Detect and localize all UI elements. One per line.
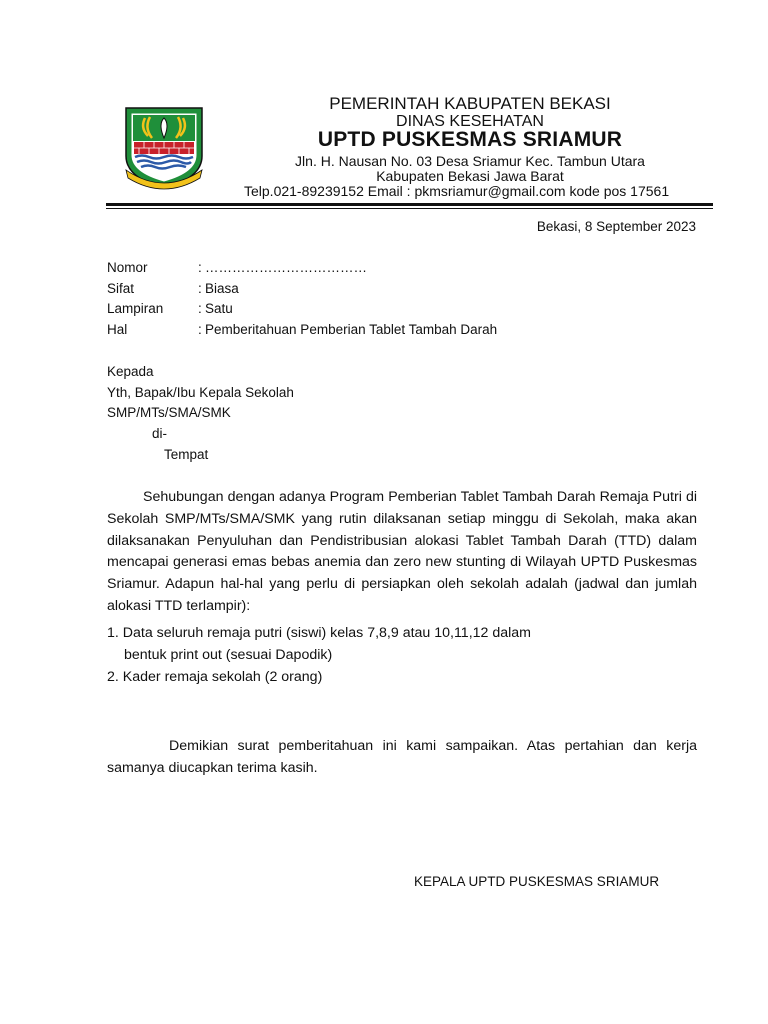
letterhead-department: DINAS KESEHATAN [396, 113, 544, 130]
meta-colon: : [198, 301, 202, 316]
letterhead-government: PEMERINTAH KABUPATEN BEKASI [329, 94, 611, 113]
body-paragraph [107, 487, 697, 618]
meta-value: Satu [205, 301, 233, 316]
letterhead-divider-thick [106, 203, 713, 206]
letterhead-institution: UPTD PUSKESMAS SRIAMUR [317, 128, 623, 151]
body-paragraph-text: Sehubungan dengan adanya Program Pemberian Tablet Tambah Darah Remaja Putri di Sekolah SMP/MTs/SMA/SMK yang rutin dilaksanan setiap minggu di Sekolah, maka akan dilaksanakan Penyuluhan dan Pendistribusian alokasi Tablet Tambah Darah (TTD) dalam mencapai generasi emas bebas anemia dan zero new stunting di Wilayah UPTD Puskesmas Sriamur. Adapun hal-hal yang perlu di persiapkan oleh sekolah adalah (jadwal dan jumlah alokasi TTD terlampir): [107, 489, 697, 614]
letterhead-region: Kabupaten Bekasi Jawa Barat [376, 168, 564, 184]
closing-paragraph [107, 736, 697, 780]
bekasi-regency-emblem-icon [120, 104, 208, 190]
list-item-1-continued: bentuk print out (sesuai Dapodik) [124, 647, 333, 663]
letterhead-address: Jln. H. Nausan No. 03 Desa Sriamur Kec. Tambun Utara [295, 153, 645, 169]
meta-key: Sifat [107, 281, 135, 296]
meta-value: ……………………………… [205, 260, 367, 275]
signature-title: KEPALA UPTD PUSKESMAS SRIAMUR [414, 874, 660, 889]
meta-key: Lampiran [107, 301, 164, 316]
meta-key: Hal [107, 322, 128, 337]
meta-colon: : [198, 260, 202, 275]
recipient-line1: Yth, Bapak/Ibu Kepala Sekolah [107, 385, 294, 400]
recipient-line2: SMP/MTs/SMA/SMK [107, 405, 231, 420]
meta-value: Pemberitahuan Pemberian Tablet Tambah Darah [205, 322, 498, 337]
recipient-di: di- [152, 426, 168, 441]
meta-value: Biasa [205, 281, 239, 296]
list-item-1: 1. Data seluruh remaja putri (siswi) kelas 7,8,9 atau 10,11,12 dalam [107, 625, 532, 641]
recipient-kepada: Kepada [107, 364, 154, 379]
recipient-tempat: Tempat [164, 447, 209, 462]
meta-colon: : [198, 322, 202, 337]
letterhead-divider-thin [106, 208, 713, 209]
list-item-2: 2. Kader remaja sekolah (2 orang) [107, 669, 323, 685]
letter-date: Bekasi, 8 September 2023 [536, 219, 696, 234]
meta-colon: : [198, 281, 202, 296]
closing-paragraph-text: Demikian surat pemberitahuan ini kami sampaikan. Atas pertahian dan kerja samanya diucapkan terima kasih. [107, 738, 697, 776]
letterhead-contact: Telp.021-89239152 Email : pkmsriamur@gmail.com kode pos 17561 [244, 183, 670, 199]
meta-key: Nomor [107, 260, 148, 275]
